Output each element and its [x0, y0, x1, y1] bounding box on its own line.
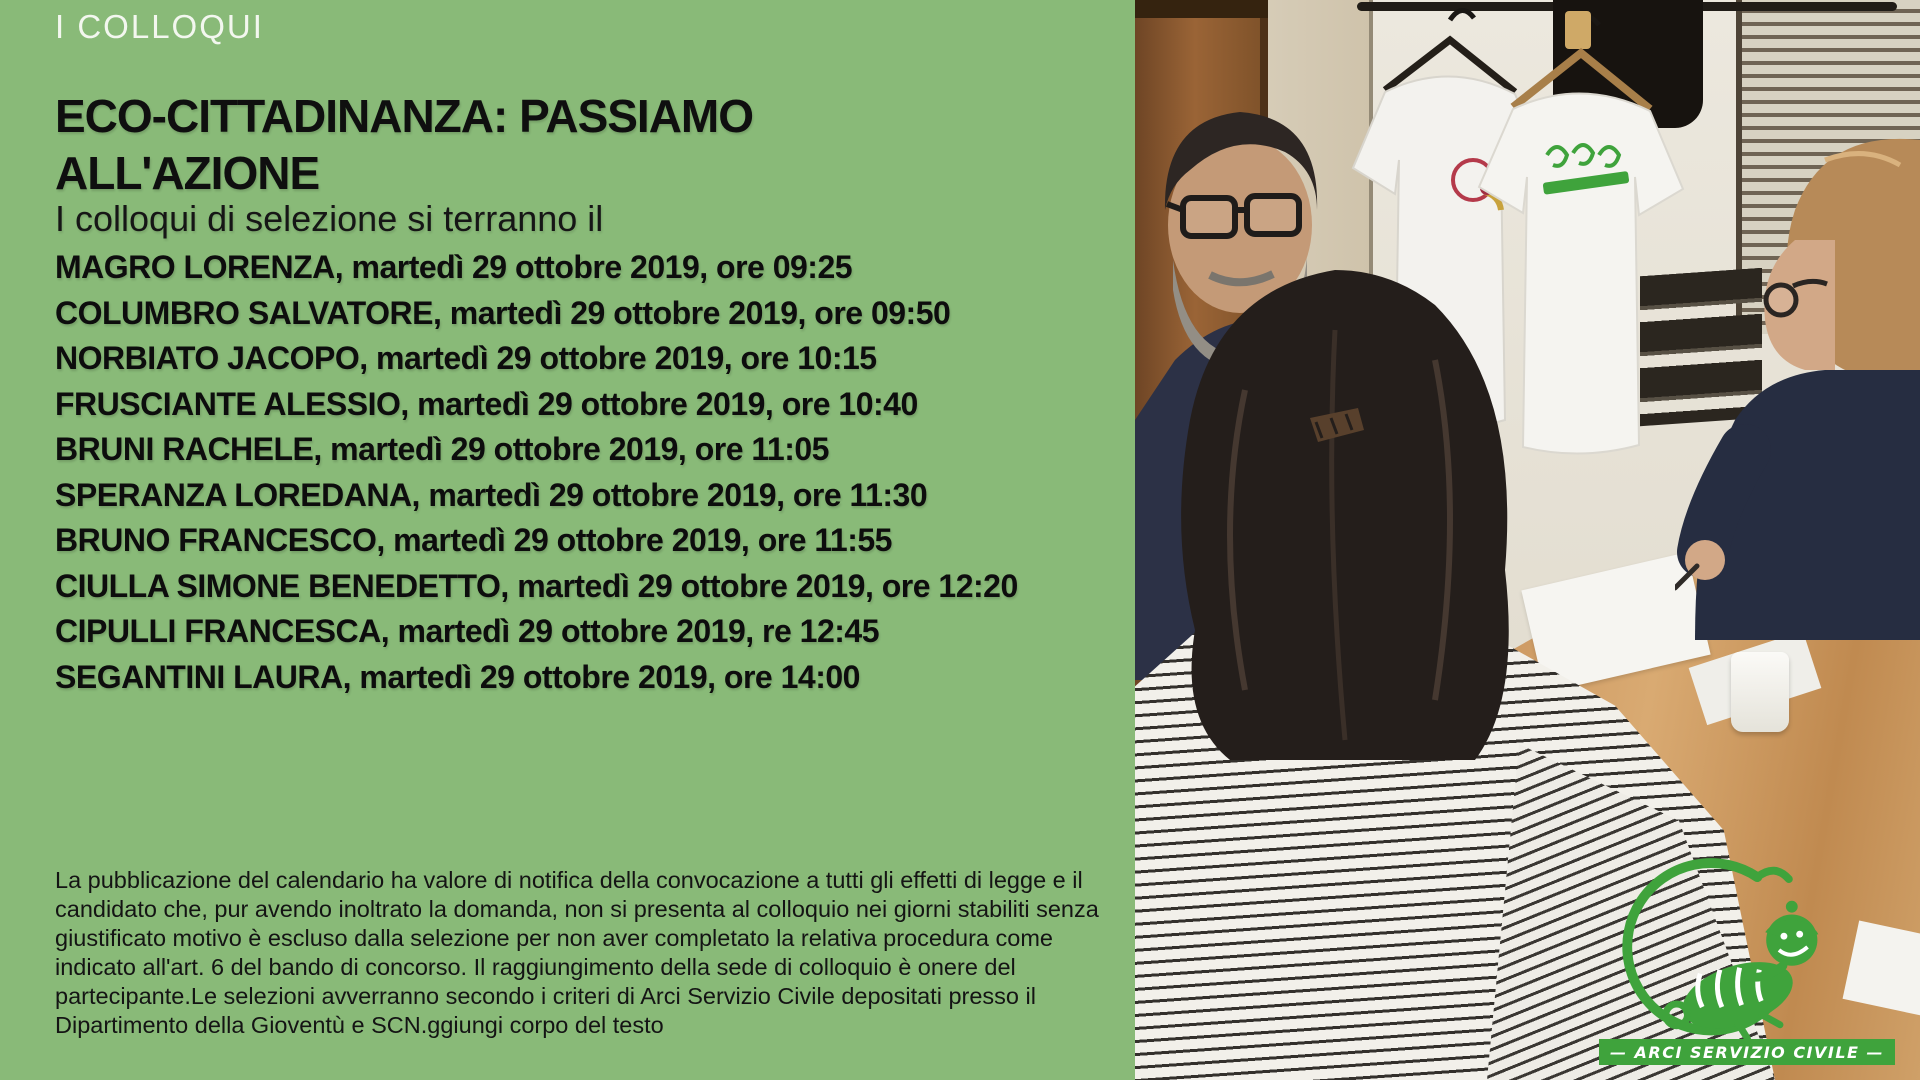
asc-logo-banner — [1599, 1039, 1895, 1065]
white-cup — [1731, 652, 1789, 732]
cricket-mascot — [1590, 848, 1905, 1048]
schedule-row: SPERANZA LOREDANA, martedì 29 ottobre 2019, ore 11:30 — [55, 476, 928, 513]
schedule-row: MAGRO LORENZA, martedì 29 ottobre 2019, ore 09:25 — [55, 249, 853, 286]
schedule-row: BRUNI RACHELE, martedì 29 ottobre 2019, ore 11:05 — [55, 431, 829, 468]
interview-schedule-list — [55, 245, 1018, 700]
schedule-row: COLUMBRO SALVATORE, martedì 29 ottobre 2019, ore 09:50 — [55, 294, 951, 331]
woman-writing — [1675, 120, 1920, 640]
disclaimer-text: La pubblicazione del calendario ha valore di notifica della convocazione a tutti gli effetti di legge e il candidato che, pur avendo inoltrato la domanda, non si presenta al colloquio nei giorni stabiliti senza giustificato motivo è escluso dalla selezione per non aver completato la relativa procedura come indicato all'art. 6 del bando di concorso. Il raggiungimento della sede di colloquio è onere del partecipante.Le selezioni avverranno secondo i criteri di Arci Servizio Civile depositati presso il Dipartimento della Gioventù e SCN.ggiungi corpo del testo — [55, 867, 1099, 1038]
schedule-row: CIPULLI FRANCESCA, martedì 29 ottobre 2019, re 12:45 — [55, 613, 880, 650]
asc-logo-banner-text: — ARCI SERVIZIO CIVILE — — [1609, 1042, 1885, 1062]
office-photo — [1135, 0, 1920, 1080]
schedule-row: SEGANTINI LAURA, martedì 29 ottobre 2019, ore 14:00 — [55, 658, 860, 695]
schedule-row: CIULLA SIMONE BENEDETTO, martedì 29 ottobre 2019, ore 12:20 — [55, 567, 1018, 604]
page-title: ECO-CITTADINANZA: PASSIAMO ALL'AZIONE — [55, 90, 754, 199]
schedule-row: BRUNO FRANCESCO, martedì 29 ottobre 2019, ore 11:55 — [55, 522, 892, 559]
page-eyebrow: I COLLOQUI — [55, 8, 264, 45]
page-subtitle: I colloqui di selezione si terranno il — [55, 198, 604, 239]
schedule-row: FRUSCIANTE ALESSIO, martedì 29 ottobre 2019, ore 10:40 — [55, 385, 918, 422]
schedule-row: NORBIATO JACOPO, martedì 29 ottobre 2019, ore 10:15 — [55, 340, 877, 377]
